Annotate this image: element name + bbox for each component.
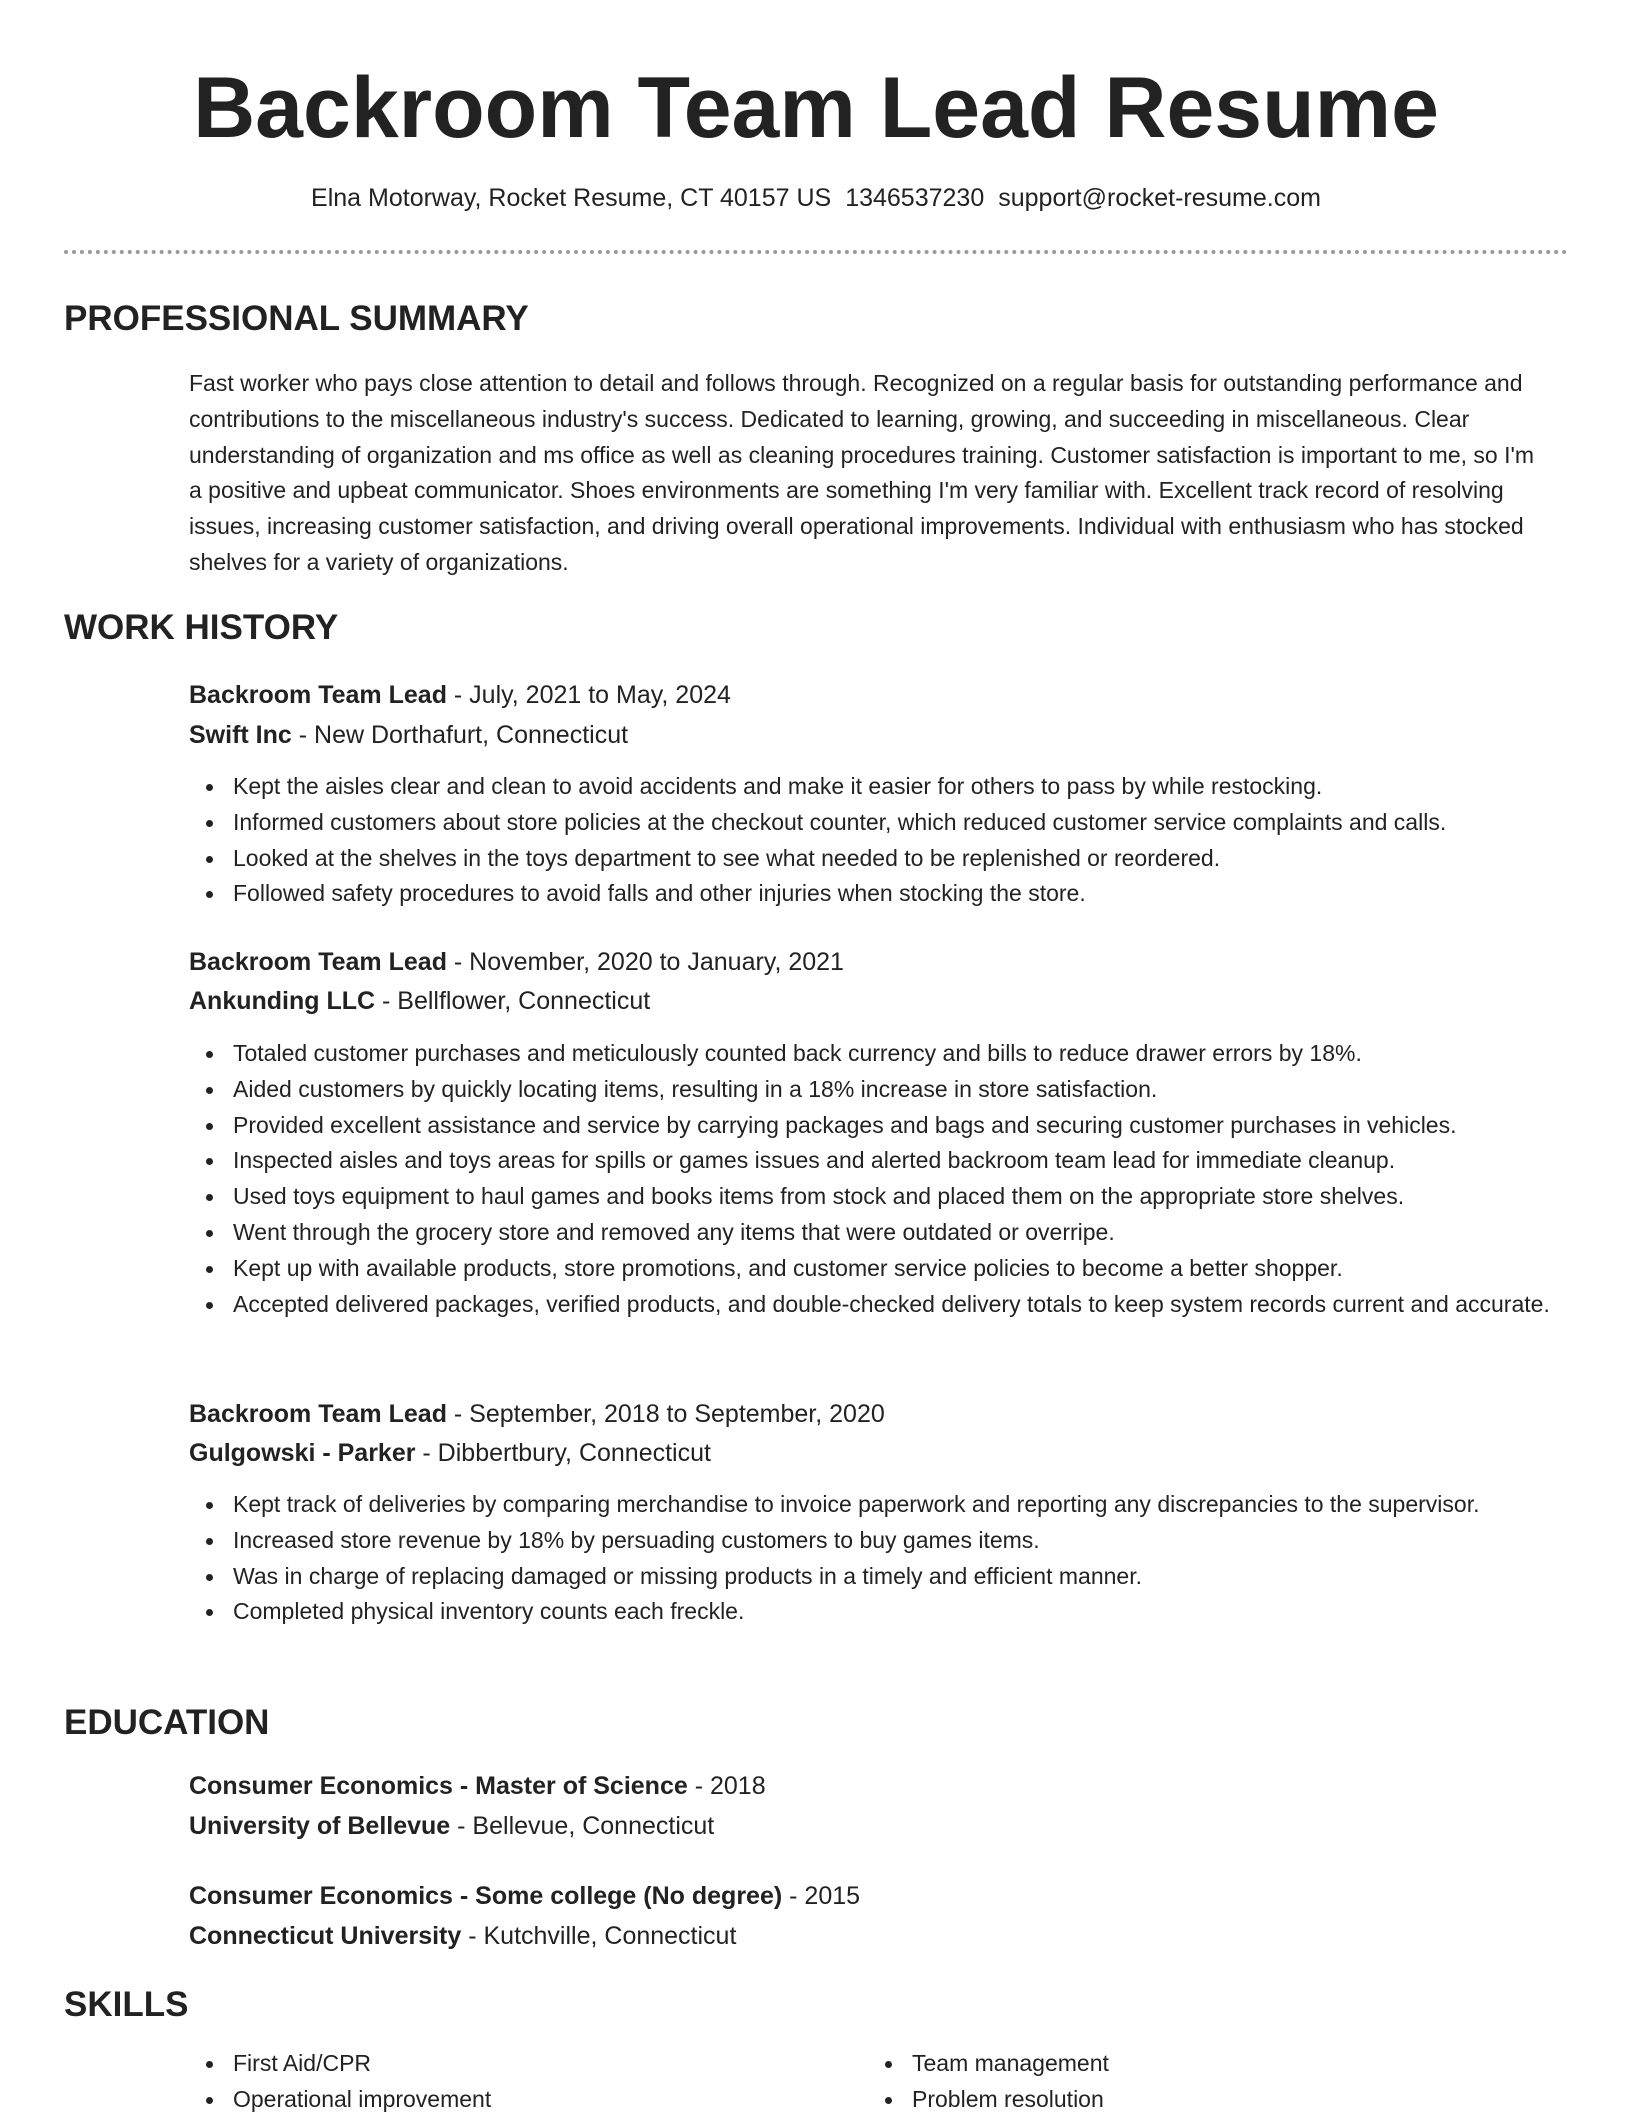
education-heading: EDUCATION <box>64 1703 270 1742</box>
skill-item: Team management <box>868 2046 1109 2082</box>
skills-column-right <box>868 2046 1109 2112</box>
list-item: Increased store revenue by 18% by persuading customers to buy games items. <box>189 1523 1569 1559</box>
list-item: Followed safety procedures to avoid falls and other injuries when stocking the store. <box>189 876 1569 912</box>
list-item: Completed physical inventory counts each freckle. <box>189 1594 1569 1630</box>
contact-address: Elna Motorway, Rocket Resume, CT 40157 US <box>311 184 832 212</box>
list-item: Totaled customer purchases and meticulously counted back currency and bills to reduce drawer errors by 18%. <box>189 1036 1569 1072</box>
list-item: Accepted delivered packages, verified products, and double-checked delivery totals to keep system records current and accurate. <box>189 1287 1569 1323</box>
job-title: Backroom Team Lead <box>189 948 447 976</box>
contact-line <box>0 180 1632 216</box>
education-degree-line <box>189 1878 860 1914</box>
job-dates: - July, 2021 to May, 2024 <box>446 681 731 709</box>
education-location: - Bellevue, Connecticut <box>450 1812 715 1840</box>
job-location: - New Dorthafurt, Connecticut <box>291 721 629 749</box>
skill-item: First Aid/CPR <box>189 2046 491 2082</box>
work-history-heading: WORK HISTORY <box>64 608 339 647</box>
education-location: - Kutchville, Connecticut <box>461 1922 737 1950</box>
skill-item: Problem resolution <box>868 2082 1109 2112</box>
header-divider <box>64 250 1568 254</box>
summary-heading: PROFESSIONAL SUMMARY <box>64 299 529 338</box>
list-item: Kept the aisles clear and clean to avoid accidents and make it easier for others to pass by while restocking. <box>189 769 1569 805</box>
job-bullets <box>189 1487 1569 1630</box>
list-item: Kept track of deliveries by comparing merchandise to invoice paperwork and reporting any discrepancies to the supervisor. <box>189 1487 1569 1523</box>
summary-text: Fast worker who pays close attention to detail and follows through. Recognized on a regular basis for outstanding performance and contributions to the miscellaneous industry's success. Dedicated to learning, growing, and succeeding in miscellaneous. Clear understanding of organization and ms office as well as cleaning procedures training. Customer satisfaction is important to me, so I'm a positive and upbeat communicator. Shoes environments are something I'm very familiar with. Excellent track record of resolving issues, increasing customer satisfaction, and driving overall operational improvements. Individual with enthusiasm who has stocked shelves for a variety of organizations. <box>189 370 1535 575</box>
skills-column-left <box>189 2046 491 2112</box>
job-dates: - November, 2020 to January, 2021 <box>446 948 844 976</box>
education-school: Connecticut University <box>189 1922 462 1950</box>
list-item: Was in charge of replacing damaged or missing products in a timely and efficient manner. <box>189 1559 1569 1595</box>
job-company-line <box>189 983 650 1019</box>
job-bullets <box>189 769 1569 912</box>
education-year: - 2018 <box>687 1772 766 1800</box>
education-school: University of Bellevue <box>189 1812 451 1840</box>
list-item: Looked at the shelves in the toys department to see what needed to be replenished or reordered. <box>189 841 1569 877</box>
job-title-line <box>189 677 731 713</box>
education-degree: Consumer Economics - Some college (No degree) <box>189 1882 783 1910</box>
resume-title: Backroom Team Lead Resume <box>193 60 1439 156</box>
job-location: - Dibbertbury, Connecticut <box>415 1439 711 1467</box>
contact-email[interactable]: support@rocket-resume.com <box>998 184 1321 212</box>
job-bullets <box>189 1036 1569 1322</box>
list-item: Informed customers about store policies at the checkout counter, which reduced customer service complaints and calls. <box>189 805 1569 841</box>
job-company: Swift Inc <box>189 721 292 749</box>
job-company: Gulgowski - Parker <box>189 1439 416 1467</box>
skill-item: Operational improvement <box>189 2082 491 2112</box>
list-item: Inspected aisles and toys areas for spills or games issues and alerted backroom team lead for immediate cleanup. <box>189 1143 1569 1179</box>
education-school-line <box>189 1918 736 1954</box>
job-company-line <box>189 717 628 753</box>
list-item: Provided excellent assistance and service by carrying packages and bags and securing customer purchases in vehicles. <box>189 1108 1569 1144</box>
job-company-line <box>189 1435 711 1471</box>
education-school-line <box>189 1808 714 1844</box>
education-degree: Consumer Economics - Master of Science <box>189 1772 688 1800</box>
list-item: Kept up with available products, store promotions, and customer service policies to become a better shopper. <box>189 1251 1569 1287</box>
job-title: Backroom Team Lead <box>189 681 447 709</box>
job-title-line <box>189 1396 885 1432</box>
education-year: - 2015 <box>782 1882 861 1910</box>
job-company: Ankunding LLC <box>189 987 376 1015</box>
job-location: - Bellflower, Connecticut <box>375 987 651 1015</box>
education-degree-line <box>189 1768 766 1804</box>
list-item: Used toys equipment to haul games and books items from stock and placed them on the appropriate store shelves. <box>189 1179 1569 1215</box>
job-dates: - September, 2018 to September, 2020 <box>446 1400 885 1428</box>
job-title: Backroom Team Lead <box>189 1400 447 1428</box>
list-item: Aided customers by quickly locating items, resulting in a 18% increase in store satisfaction. <box>189 1072 1569 1108</box>
contact-phone: 1346537230 <box>845 184 985 212</box>
list-item: Went through the grocery store and removed any items that were outdated or overripe. <box>189 1215 1569 1251</box>
job-title-line <box>189 944 844 980</box>
skills-heading: SKILLS <box>64 1985 189 2024</box>
